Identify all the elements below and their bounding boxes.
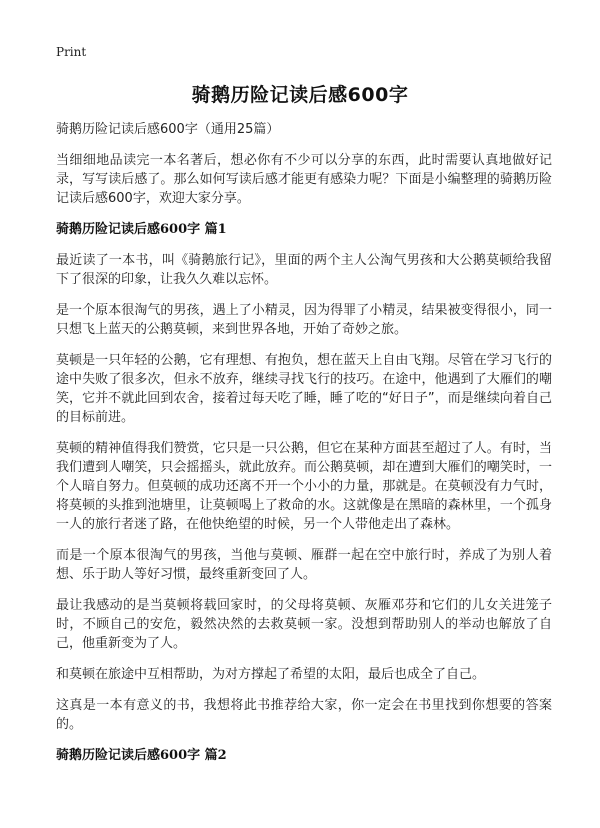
paragraph: 和莫顿在旅途中互相帮助，为对方撑起了希望的太阳，最后也成全了自己。 xyxy=(56,667,486,682)
paragraph: 最近读了一本书，叫《骑鹅旅行记》，里面的两个主人公淘气男孩和大公鹅莫顿给我留下了很深的印象，让我久久难以忘怀。 xyxy=(56,253,552,287)
page-title: 骑鹅历险记读后感600字 xyxy=(191,84,409,106)
print-link[interactable]: Print xyxy=(56,45,87,59)
section-heading-2: 骑鹅历险记读后感600字 篇2 xyxy=(56,748,227,763)
paragraph: 这真是一本有意义的书，我想将此书推荐给大家，你一定会在书里找到你想要的答案的。 xyxy=(56,698,552,732)
article-subtitle: 骑鹅历险记读后感600字（通用25篇） xyxy=(56,122,280,137)
paragraph: 是一个原本很淘气的男孩，遇上了小精灵，因为得罪了小精灵，结果被变得很小，同一只想飞上蓝天的公鹅莫顿，来到世界各地，开始了奇妙之旅。 xyxy=(56,303,552,337)
section-heading-1: 骑鹅历险记读后感600字 篇1 xyxy=(56,222,227,237)
article-body xyxy=(56,121,552,777)
paragraph: 莫顿是一只年轻的公鹅，它有理想、有抱负，想在蓝天上自由飞翔。尽管在学习飞行的途中失败了很多次，但永不放弃，继续寻找飞行的技巧。在途中，他遇到了大雁们的嘲笑，它并不就此回到农舍，接着过每天吃了睡，睡了吃的“好日子”，而是继续向着自己的目标前进。 xyxy=(56,353,552,425)
intro-paragraph: 当细细地品读完一本名著后，想必你有不少可以分享的东西，此时需要认真地做好记录，写写读后感了。那么如何写读后感才能更有感染力呢？下面是小编整理的骑鹅历险记读后感600字，欢迎大家分享。 xyxy=(56,153,552,206)
paragraph: 莫顿的精神值得我们赞赏，它只是一只公鹅，但它在某种方面甚至超过了人。有时，当我们遭到人嘲笑，只会摇摇头，就此放弃。而公鹅莫顿，却在遭到大雁们的嘲笑时，一个人暗自努力。但莫顿的成功还离不开一个小小的力量，那就是。在莫顿没有力气时，将莫顿的头推到池塘里，让莫顿喝上了救命的水。这就像是在黑暗的森林里，一个孤身一人的旅行者迷了路，在他快绝望的时候，另一个人带他走出了森林。 xyxy=(56,441,552,532)
paragraph: 最让我感动的是当莫顿将载回家时，的父母将莫顿、灰雁邓芬和它们的儿女关进笼子时，不顾自己的安危，毅然决然的去救莫顿一家。没想到帮助别人的举动也解放了自己，他重新变为了人。 xyxy=(56,598,552,651)
paragraph: 而是一个原本很淘气的男孩，当他与莫顿、雁群一起在空中旅行时，养成了为别人着想、乐于助人等好习惯，最终重新变回了人。 xyxy=(56,548,552,582)
